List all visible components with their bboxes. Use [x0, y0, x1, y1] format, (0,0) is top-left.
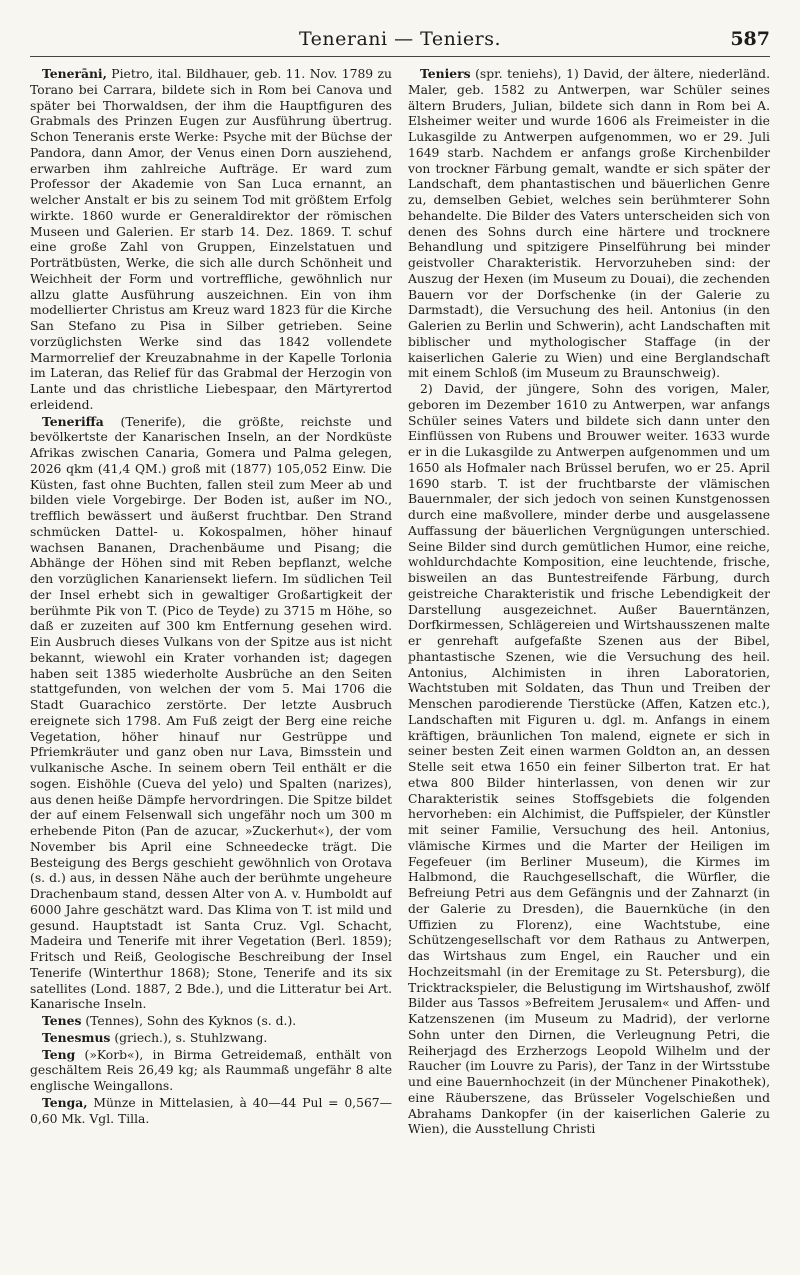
entry-teneriffa [30, 414, 392, 1014]
entry-text: (spr. teniehs), 1) David, der ältere, niederländ. Maler, geb. 1582 zu Antwerpen, war Schüler seines ältern Bruders, Julian, bildete sich dann in Rom bei A. Elsheimer weiter und wurde 1606 als Freimeister in die Lukasgilde zu Antwerpen aufgenommen, wo er 29. Juli 1649 starb. Nachdem er anfangs große Kirchenbilder von trockner Färbung gemalt, wandte er sich später der Landschaft, dem phantastischen und bäuerlichen Genre zu, demselben Gebiet, welches sein berühmterer Sohn behandelte. Die Bilder des Vaters unterscheiden sich von denen des Sohns durch eine härtere und trocknere Behandlung und spitzigere Pinselführung bei minder geistvoller Charakteristik. Hervorzuheben sind: der Auszug der Hexen (im Museum zu Douai), die zechenden Bauern vor der Dorfschenke (in der Galerie zu Darmstadt), die Versuchung des heil. Antonius (in den Galerien zu Berlin und Schwerin), acht Landschaften mit biblischer und mythologischer Staffage (in der kaiserlichen Galerie zu Wien) und eine Berglandschaft mit einem Schloß (im Museum zu Braunschweig). [408, 67, 770, 381]
entry-headword: Tenes [42, 1013, 82, 1028]
left-column [30, 66, 392, 1263]
entry-teniers [408, 66, 770, 382]
entry-headword: Tenga, [42, 1094, 88, 1110]
entry-text: 2) David, der jüngere, Sohn des vorigen, Maler, geboren im Dezember 1610 zu Antwerpen, war anfangs Schüler seines Vaters und bildete sich dann unter den Einflüssen von Rubens und Brouwer weiter. 1633 wurde er in die Lukasgilde zu Antwerpen aufgenommen und um 1650 als Hofmaler nach Brüssel berufen, wo er 25. April 1690 starb. T. ist der fruchtbarste der vlämischen Bauernmaler, der sich jedoch von seinen Kunstgenossen durch eine maßvollere, minder derbe und ausgelassene Auffassung der bäuerlichen Vergnügungen unterschied. Seine Bilder sind durch gemütlichen Humor, eine reiche, wohldurchdachte Komposition, eine leuchtende, frische, bisweilen an das Buntestreifende Färbung, durch geistreiche Charakteristik und frische Lebendigkeit der Darstellung ausgezeichnet. Außer Bauerntänzen, Dorfkirmessen, Schlägereien und Wirtshausszenen malte er genrehaft aufgefaßte Szenen aus der Bibel, phantastische Szenen, wie die Versuchung des heil. Antonius, Alchimisten in ihren Laboratorien, Wachtstuben mit Soldaten, das Thun und Treiben der Menschen parodierende Tierstücke (Affen, Katzen etc.), Landschaften mit Figuren u. dgl. m. Anfangs in einem kräftigen, bräunlichen Ton malend, eignete er sich in seiner besten Zeit einen warmen Goldton an, an dessen Stelle seit etwa 1650 ein feiner Silberton trat. Er hat etwa 800 Bilder hinterlassen, von denen wir zur Charakteristik seines Stoffsgebiets die folgenden hervorheben: ein Alchimist, die Puffspieler, der Künstler mit seiner Familie, Versuchung des heil. Antonius, vlämische Kirmes und die Marter der Heiligen im Fegefeuer (im Berliner Museum), die Kirmes im Halbmond, die Rauchgesellschaft, die Würfler, die Befreiung Petri aus dem Gefängnis und der Zahnarzt (in der Galerie zu Dresden), die Bauernküche (in den Uffizien zu Florenz), eine Wachtstube, eine Schützengesellschaft vor dem Rathaus zu Antwerpen, das Wirtshaus zum Engel, ein Raucher und ein Hochzeitsmahl (in der Eremitage zu St. Petersburg), die Tricktrackspieler, die Belustigung im Wirtshaushof, zwölf Bilder aus Tassos »Befreitem Jerusalem« und Affen- und Katzenszenen (im Museum zu Madrid), der verlorne Sohn unter den Dirnen, die Verleugnung Petri, die Reiherjagd des Erzherzogs Leopold Wilhelm und der Raucher (im Louvre zu Paris), der Tanz in der Wirtsstube und eine Bauernhochzeit (in der Münchener Pinakothek), eine Räuberszene, das Brüsseler Vogelschießen und Abrahams Dankopfer (in der kaiserlichen Galerie zu Wien), die Ausstellung Christi [408, 382, 770, 1137]
entry-teniers-younger [408, 382, 770, 1138]
entry-tenes [30, 1013, 392, 1030]
entry-tenga [30, 1095, 392, 1128]
right-column [408, 66, 770, 1263]
entry-text: (»Korb«), in Birma Getreidemaß, enthält von geschältem Reis 26,49 kg; als Raummaß ungefähr 8 alte englische Weingallons. [30, 1047, 392, 1093]
entry-headword: Tenesmus [42, 1029, 111, 1045]
entry-text: (Tenerife), die größte, reichste und bevölkertste der Kanarischen Inseln, an der Nordküste Afrikas zwischen Canaria, Gomera und Palma gelegen, 2026 qkm (41,4 QM.) groß mit (1877) 105,052 Einw. Die Küsten, fast ohne Buchten, fallen steil zum Meer ab und bilden viele Vorgebirge. Der Boden ist, außer im NO., trefflich bewässert und äußerst fruchtbar. Den Strand schmücken Dattel- u. Kokospalmen, höher hinauf wachsen Bananen, Drachenbäume und Pisang; die Abhänge der Höhen sind mit Reben bepflanzt, welche den vorzüglichen Kanariensekt liefern. Im südlichen Teil der Insel erhebt sich in gewaltiger Großartigkeit der berühmte Pik von T. (Pico de Teyde) zu 3715 m Höhe, so daß er zuzeiten auf 300 km Entfernung gesehen wird. Ein Ausbruch dieses Vulkans von der Spitze aus ist nicht bekannt, wiewohl ein Krater vorhanden ist; dagegen haben seit 1385 wiederholte Ausbrüche an den Seiten stattgefunden, von welchen der vom 5. Mai 1706 die Stadt Guarachico zerstörte. Der letzte Ausbruch ereignete sich 1798. Am Fuß zeigt der Berg eine reiche Vegetation, höher hinauf nur Gestrüppe und Pfriemkräuter und ganz oben nur Lava, Bimsstein und vulkanische Asche. In seinem obern Teil enthält er die sogen. Eishöhle (Cueva del yelo) und Spalten (narizes), aus denen heiße Dämpfe hervordringen. Die Spitze bildet der auf einem Felsenwall sich ungefähr noch um 300 m erhebende Piton (Pan de azucar, »Zuckerhut«), der vom November bis April eine Schneedecke trägt. Die Besteigung des Bergs geschieht gewöhnlich von Orotava (s. d.) aus, in dessen Nähe auch der berühmte ungeheure Drachenbaum stand, dessen Alter von A. v. Humboldt auf 6000 Jahre geschätzt ward. Das Klima von T. ist mild und gesund. Hauptstadt ist Santa Cruz. Vgl. Schacht, Madeira und Tenerife mit ihrer Vegetation (Berl. 1859); Fritsch und Reiß, Geologische Beschreibung der Insel Tenerife (Winterthur 1868); Stone, Tenerife and its six satellites (Lond. 1887, 2 Bde.), und die Litteratur bei Art. Kanarische Inseln. [30, 414, 392, 1012]
page-number: 587 [730, 28, 770, 50]
entry-text: (Tennes), Sohn des Kyknos (s. d.). [81, 1014, 297, 1028]
entry-tenerani [30, 66, 392, 414]
text-columns [30, 66, 770, 1263]
running-title: Tenerani — Teniers. [298, 28, 502, 50]
entry-text: Münze in Mittelasien, à 40—44 Pul = 0,567—0,60 Mk. Vgl. Tilla. [30, 1095, 392, 1126]
entry-headword: Teniers [420, 66, 471, 81]
entry-text: (griech.), s. Stuhlzwang. [110, 1030, 268, 1045]
entry-text: Pietro, ital. Bildhauer, geb. 11. Nov. 1789 zu Torano bei Carrara, bildete sich in Rom bei Canova und später bei Thorwaldsen, der ihm die Hauptfiguren des Grabmals des Prinzen Eugen zur Ausführung übertrug. Schon Teneranis erste Werke: Psyche mit der Büchse der Pandora, dann Amor, der Venus einen Dorn ausziehend, erwarben ihm zahlreiche Aufträge. Er ward zum Professor der Akademie von San Luca ernannt, an welcher Anstalt er bis zu seinem Tod mit größtem Erfolg wirkte. 1860 wurde er Generaldirektor der römischen Museen und Galerien. Er starb 14. Dez. 1869. T. schuf eine große Zahl von Gruppen, Einzelstatuen und Porträtbüsten, Werke, die sich alle durch Schönheit und Weichheit der Form und vortreffliche, gewöhnlich nur allzu glatte Ausführung auszeichnen. Ein von ihm modellierter Christus am Kreuz ward 1823 für die Kirche San Stefano zu Pisa in Silber getrieben. Seine vorzüglichsten Werke sind das 1842 vollendete Marmorrelief der Kreuzabnahme in der Kapelle Torlonia im Lateran, das Relief für das Grabmal der Herzogin von Lante und das christliche Liebespaar, den Märtyrertod erleidend. [30, 67, 392, 412]
entry-tenesmus [30, 1030, 392, 1047]
entry-headword: Teng [42, 1046, 76, 1062]
entry-headword: Tenerāni, [42, 66, 107, 81]
page-header [30, 22, 770, 57]
entry-teng [30, 1047, 392, 1095]
entry-headword: Teneriffa [42, 413, 104, 429]
